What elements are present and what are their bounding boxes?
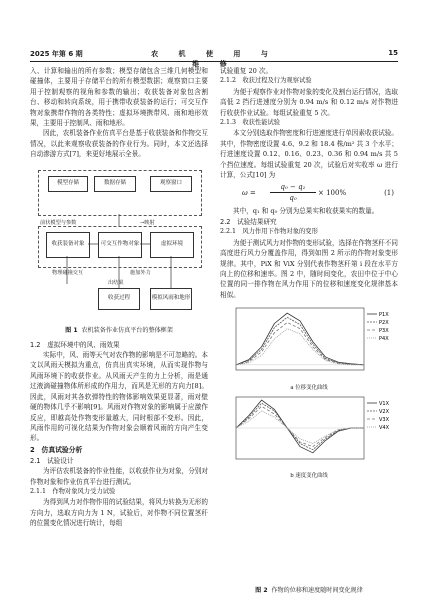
paragraph: 实际中，风、雨等天气对农作物的影响是不可忽略的。本文以风雨天模拟为重点，仿真出真实环境，从而实现作物与风雨环境下的收获作业。从风雨天产生的力上分析，雨是通过液滴碰撞物体所形成的作用力，而风是无形的方向力[8]。因此，风雨对其各软弹特性的物体影响效果更显著，雨对壁硬的物体几乎不影响[9]。风雨对作物对象的影响属于应激作反应，即越高处作物变形量越大，同时根部不变形。因此，风雨作用的可视化结果为作物对象会顺着风雨的方向产生变形。	[30, 351, 208, 443]
legend-label: V4X	[379, 424, 390, 431]
chart-a-label: a 位移变化曲线	[290, 384, 328, 391]
paragraph: 为便于测试风力对作物的变形试验，选择在作物茎秆不同高度进行风力分覆盖作用，得到如图 2 所示的作物对象变形规律。其中，PiX 和 ViX 分别代表作物茎秆第 i 段在水平方向上的位移和速率。图 2 中，随时间变化，农田中位于中心位置的同一排作物在风力作用下的位移和速度变化规律基本相似。	[220, 238, 398, 299]
crop-object-box: 可交互作物对象	[98, 232, 142, 258]
mapping-label: →映射	[140, 218, 155, 228]
equation-numerator: q₀ − q₁	[270, 182, 316, 193]
legend-label: P4X	[379, 336, 389, 343]
section-heading: 2.2 试验结果研究	[220, 217, 277, 226]
equation-fraction	[270, 182, 316, 203]
figure-2-caption	[220, 586, 398, 595]
paragraph: 本文分别选取作物密度和行进速度进行单因素收获试验。其中，作物密度设置 4.6、9.2 和 18.4 株/m² 共 3 个水平；行进速度设置 0.12、0.16、0.23、0.36 和 0.94 m/s 共 5 个挡位速度。每组试验重复 20 次，试验后对实收率 ω 进行计算，公式[10] 为	[220, 129, 398, 180]
section-heading: 2.1.3 收获性能试验	[220, 119, 281, 127]
observe-window-box: 观察窗口	[150, 176, 192, 192]
figure-1-title: 农机装备作业仿真平台的整体框架	[81, 326, 173, 334]
legend-label: V2X	[379, 408, 390, 415]
paragraph: 入、计算和输出的所有参数；模型存储包含三维几何模型和碰撞体，主要用于存储平台的所有模型数据；观察窗口主要用于控制观察的视角和参数的输出；收获装备对象包含割台、移动和转向系统，用于携带收获装备的运行；可交互作物对象携带作物的各类特性；虚拟环境携带风、雨和地形效果，主要用于控制风、雨和地形。	[30, 67, 208, 128]
series-line-p4x	[236, 329, 364, 365]
page-header	[30, 48, 398, 68]
chart-b-label: b 速度变化曲线	[290, 472, 328, 479]
legend-label: P3X	[379, 328, 389, 335]
model-import-label: 前状模型与参数	[40, 218, 76, 228]
journal-title: 农 机 使 用 与 维 修	[151, 49, 277, 68]
section-heading: 2.1 试验设计	[30, 456, 74, 465]
simulate-wind-box: 模拟风雨和地形	[150, 288, 192, 310]
legend-label: P1X	[379, 312, 389, 319]
equation-denominator: q₀	[289, 194, 297, 203]
equation-number: (1)	[384, 189, 394, 198]
series-line-v4x	[236, 410, 364, 443]
series-line-p2x	[236, 317, 364, 365]
harvest-equipment-box: 收获装备对象	[46, 232, 90, 258]
output-label: 出结果	[108, 278, 124, 288]
figure-2	[220, 304, 398, 481]
figure-2-title: 作物的位移和速度随时间变化规律	[271, 587, 363, 594]
external-force-label: 施加外力	[130, 268, 151, 278]
equation-rhs: × 100%	[318, 189, 347, 198]
virtual-env-box: 虚拟环境	[150, 232, 194, 258]
section-heading: 2.2.1 风力作用下作物对象的变形	[220, 228, 318, 236]
legend-label: P2X	[379, 320, 389, 327]
page-number: 15	[388, 49, 398, 57]
figure-1-caption	[30, 326, 208, 335]
section-heading: 2.1.2 收获过程及行为观察试验	[220, 77, 312, 85]
figure-1-connectors	[30, 166, 208, 326]
section-heading: 1.2 虚拟环境中的风、雨效果	[30, 340, 120, 349]
legend-label: V1X	[379, 400, 390, 407]
physics-label: 物理碰撞交互	[52, 268, 83, 278]
left-column	[30, 66, 208, 529]
paragraph: 为得到风力对作物作用的试验结果，将风力转换为无形的方向力，选取方向力为 1 N，试验后，对作物不同位置茎秆的位置变化情况进行统计，每组	[30, 498, 208, 528]
issue-label: 2025 年第 6 期	[30, 50, 83, 58]
velocity-chart	[220, 393, 398, 469]
paragraph: 为便于观察作业对作物对象的变化及割台运行情况，选取高低 2 挡行进速度分别为 0.94 m/s 和 0.12 m/s 对作物进行收获作业试验。每组试验重复 5 次。	[220, 87, 398, 117]
right-column	[220, 66, 398, 481]
equation-lhs: ω =	[242, 189, 256, 198]
figure-2-number: 图 2	[255, 587, 268, 594]
paragraph: 试验重复 20 次。	[220, 67, 273, 75]
paragraph: 其中，q₁ 和 q₀ 分别为总果实和收获果实的数量。	[233, 207, 379, 216]
series-line-v1x	[236, 400, 364, 453]
paragraph: 因此，农机装备作业仿真平台是基于收获装备和作物交互情况，以此来观察收获装备的作业行为。同时，本文还选择自动渗游方式[7]，来更好地展示全景。	[30, 129, 208, 159]
paragraph: 为评估农机装备的作业性能，以收获作业为对象，分别对作物对象和作业仿真平台进行测试。	[30, 467, 208, 486]
series-line-v3x	[236, 406, 364, 446]
figure-1-diagram	[30, 166, 208, 326]
section-heading: 2 仿真试验分析	[30, 445, 83, 454]
plot-frame	[236, 308, 364, 370]
equation-1	[220, 182, 398, 204]
series-line-p3x	[236, 323, 364, 365]
legend-label: V3X	[379, 416, 390, 423]
model-store-box: 模型存储	[48, 176, 88, 192]
series-line-v2x	[236, 403, 364, 450]
section-heading: 2.1.1 作物对象风力受力试验	[30, 487, 116, 495]
displacement-chart	[220, 304, 398, 380]
data-store-box: 数据存储	[94, 176, 136, 192]
harvest-process-box: 收获过程	[98, 288, 140, 310]
figure-1-number: 图 1	[65, 326, 78, 334]
